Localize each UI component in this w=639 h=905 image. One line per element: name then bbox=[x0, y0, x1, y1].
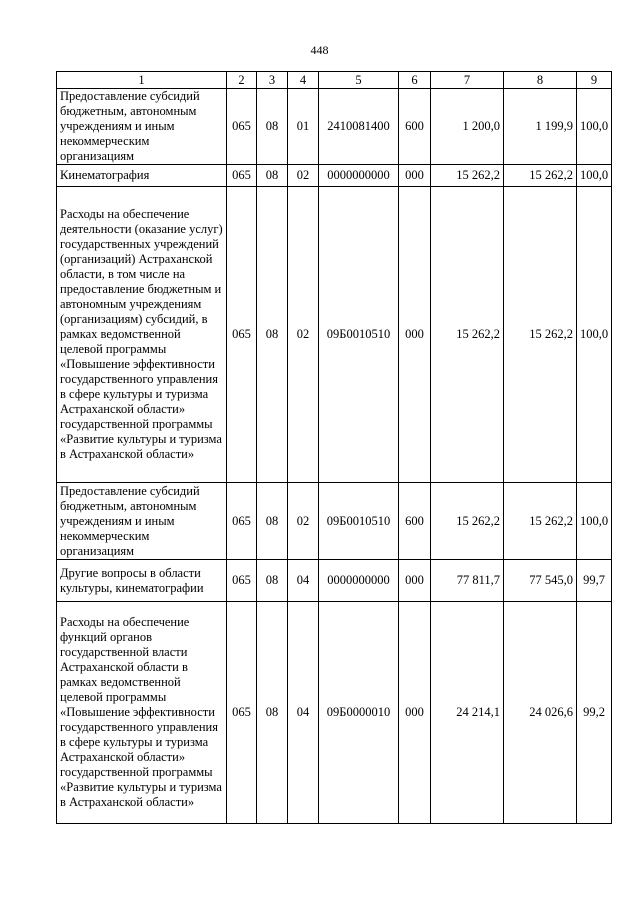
cell-ved: 065 bbox=[227, 187, 257, 483]
cell-plan: 15 262,2 bbox=[431, 187, 504, 483]
cell-csr: 09Б0010510 bbox=[319, 483, 399, 560]
row-name: Другие вопросы в области культуры, кинематографии bbox=[57, 560, 227, 602]
cell-ved: 065 bbox=[227, 89, 257, 165]
cell-ved: 065 bbox=[227, 483, 257, 560]
cell-fact: 15 262,2 bbox=[504, 483, 577, 560]
cell-fact: 15 262,2 bbox=[504, 187, 577, 483]
cell-rz: 08 bbox=[257, 165, 288, 187]
column-header: 7 bbox=[431, 72, 504, 89]
table-row bbox=[57, 187, 612, 483]
cell-vr: 000 bbox=[399, 165, 431, 187]
cell-plan: 15 262,2 bbox=[431, 483, 504, 560]
cell-vr: 000 bbox=[399, 560, 431, 602]
table-row bbox=[57, 560, 612, 602]
cell-pr: 02 bbox=[288, 165, 319, 187]
cell-csr: 09Б0000010 bbox=[319, 602, 399, 824]
cell-fact: 1 199,9 bbox=[504, 89, 577, 165]
cell-ved: 065 bbox=[227, 165, 257, 187]
cell-rz: 08 bbox=[257, 187, 288, 483]
cell-pct: 100,0 bbox=[577, 483, 612, 560]
table-row bbox=[57, 89, 612, 165]
budget-table bbox=[56, 71, 612, 824]
cell-plan: 1 200,0 bbox=[431, 89, 504, 165]
cell-csr: 0000000000 bbox=[319, 165, 399, 187]
column-header: 5 bbox=[319, 72, 399, 89]
row-name: Предоставление субсидий бюджетным, автономным учреждениям и иным некоммерческим организациям bbox=[57, 483, 227, 560]
cell-plan: 77 811,7 bbox=[431, 560, 504, 602]
cell-pct: 100,0 bbox=[577, 165, 612, 187]
cell-rz: 08 bbox=[257, 89, 288, 165]
row-name: Кинематография bbox=[57, 165, 227, 187]
cell-vr: 600 bbox=[399, 483, 431, 560]
cell-pct: 100,0 bbox=[577, 187, 612, 483]
column-header: 1 bbox=[57, 72, 227, 89]
cell-plan: 24 214,1 bbox=[431, 602, 504, 824]
column-header: 6 bbox=[399, 72, 431, 89]
cell-plan: 15 262,2 bbox=[431, 165, 504, 187]
cell-csr: 09Б0010510 bbox=[319, 187, 399, 483]
cell-pct: 100,0 bbox=[577, 89, 612, 165]
cell-pr: 04 bbox=[288, 560, 319, 602]
cell-fact: 15 262,2 bbox=[504, 165, 577, 187]
row-name: Предоставление субсидий бюджетным, автономным учреждениям и иным некоммерческим организациям bbox=[57, 89, 227, 165]
cell-fact: 24 026,6 bbox=[504, 602, 577, 824]
cell-vr: 600 bbox=[399, 89, 431, 165]
cell-vr: 000 bbox=[399, 602, 431, 824]
table-row bbox=[57, 602, 612, 824]
column-header: 3 bbox=[257, 72, 288, 89]
page-number: 448 bbox=[310, 43, 329, 57]
cell-pct: 99,2 bbox=[577, 602, 612, 824]
row-name: Расходы на обеспечение функций органов государственной власти Астраханской области в рамках ведомственной целевой программы «Повышение эффективности государственного управления в сфере культуры и туризма Астраханской области» государственной программы «Развитие культуры и туризма в Астраханской области» bbox=[57, 602, 227, 824]
cell-rz: 08 bbox=[257, 560, 288, 602]
cell-vr: 000 bbox=[399, 187, 431, 483]
row-name: Расходы на обеспечение деятельности (оказание услуг) государственных учреждений (организаций) Астраханской области, в том числе на предоставление бюджетным и автономным учреждениям (организациям) субсидий, в рамках ведомственной целевой программы «Повышение эффективности государственного управления в сфере культуры и туризма Астраханской области» государственной программы «Развитие культуры и туризма в Астраханской области» bbox=[57, 187, 227, 483]
cell-pct: 99,7 bbox=[577, 560, 612, 602]
cell-pr: 04 bbox=[288, 602, 319, 824]
column-header: 8 bbox=[504, 72, 577, 89]
cell-rz: 08 bbox=[257, 602, 288, 824]
cell-pr: 01 bbox=[288, 89, 319, 165]
cell-pr: 02 bbox=[288, 187, 319, 483]
column-header: 9 bbox=[577, 72, 612, 89]
cell-rz: 08 bbox=[257, 483, 288, 560]
cell-pr: 02 bbox=[288, 483, 319, 560]
cell-csr: 0000000000 bbox=[319, 560, 399, 602]
cell-ved: 065 bbox=[227, 560, 257, 602]
cell-csr: 2410081400 bbox=[319, 89, 399, 165]
table-row bbox=[57, 483, 612, 560]
header-row bbox=[57, 72, 612, 89]
cell-fact: 77 545,0 bbox=[504, 560, 577, 602]
column-header: 2 bbox=[227, 72, 257, 89]
cell-ved: 065 bbox=[227, 602, 257, 824]
column-header: 4 bbox=[288, 72, 319, 89]
table-row bbox=[57, 165, 612, 187]
